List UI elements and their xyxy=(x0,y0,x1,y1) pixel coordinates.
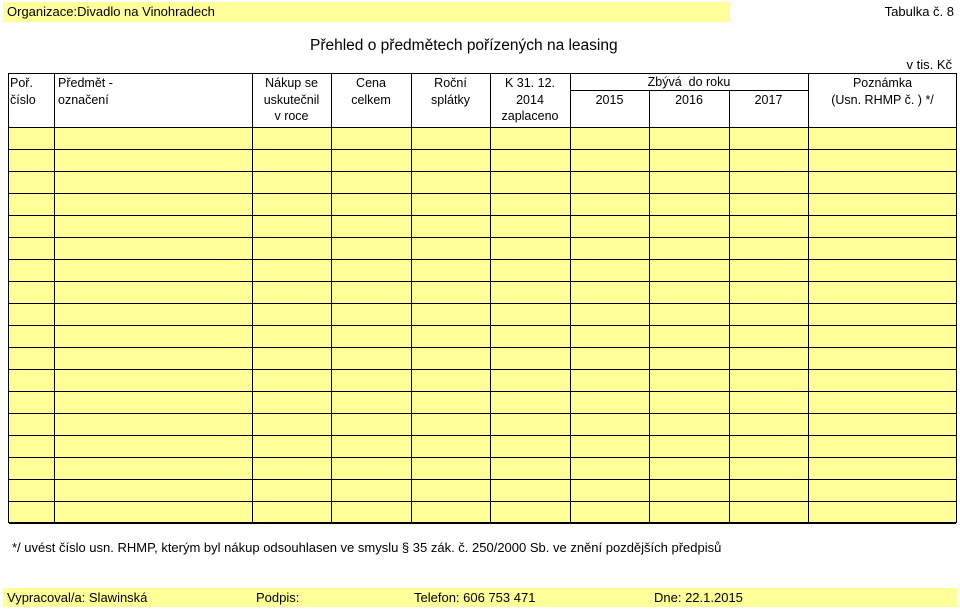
table-cell[interactable] xyxy=(55,480,253,501)
table-cell[interactable] xyxy=(650,414,730,435)
table-cell[interactable] xyxy=(9,458,55,479)
table-cell[interactable] xyxy=(571,194,650,215)
table-cell[interactable] xyxy=(809,436,956,457)
table-cell[interactable] xyxy=(491,150,571,171)
table-cell[interactable] xyxy=(571,436,650,457)
table-cell[interactable] xyxy=(9,370,55,391)
table-cell[interactable] xyxy=(253,282,332,303)
table-cell[interactable] xyxy=(491,238,571,259)
table-row xyxy=(9,480,956,502)
organization-name: Organizace:Divadlo na Vinohradech xyxy=(7,4,215,19)
table-number: Tabulka č. 8 xyxy=(884,4,954,19)
table-cell[interactable] xyxy=(730,150,809,171)
table-cell[interactable] xyxy=(55,326,253,347)
table-row xyxy=(9,304,956,326)
table-cell[interactable] xyxy=(571,502,650,523)
table-cell[interactable] xyxy=(650,436,730,457)
table-cell[interactable] xyxy=(650,392,730,413)
footnote: */ uvést číslo usn. RHMP, kterým byl nákup odsouhlasen ve smyslu § 35 zák. č. 250/2000 Sb. ve znění pozdějších předpisů xyxy=(12,540,722,555)
table-row xyxy=(9,238,956,260)
prepared-by: Vypracoval/a: Slawinská xyxy=(7,590,148,605)
table-cell[interactable] xyxy=(253,128,332,149)
col-zbyva: Zbývá do roku xyxy=(647,75,731,89)
table-cell[interactable] xyxy=(253,480,332,501)
table-cell[interactable] xyxy=(491,172,571,193)
table-cell[interactable] xyxy=(253,414,332,435)
table-cell[interactable] xyxy=(253,326,332,347)
table-cell[interactable] xyxy=(9,216,55,237)
table-cell[interactable] xyxy=(571,458,650,479)
table-cell[interactable] xyxy=(809,480,956,501)
table-cell[interactable] xyxy=(571,282,650,303)
table-cell[interactable] xyxy=(9,150,55,171)
table-cell[interactable] xyxy=(9,414,55,435)
table-cell[interactable] xyxy=(253,216,332,237)
table-cell[interactable] xyxy=(730,260,809,281)
table-cell[interactable] xyxy=(55,502,253,523)
table-cell[interactable] xyxy=(809,458,956,479)
phone-number: Telefon: 606 753 471 xyxy=(414,590,536,605)
table-row xyxy=(9,414,956,436)
table-cell[interactable] xyxy=(491,304,571,325)
col-zaplaceno-line1: K 31. 12. xyxy=(504,76,556,90)
table-cell[interactable] xyxy=(412,480,491,501)
table-cell[interactable] xyxy=(491,348,571,369)
table-cell[interactable] xyxy=(809,128,956,149)
col-zaplaceno-line3: zaplaceno xyxy=(501,109,559,123)
table-cell[interactable] xyxy=(491,458,571,479)
table-cell[interactable] xyxy=(332,172,412,193)
table-cell[interactable] xyxy=(809,216,956,237)
table-cell[interactable] xyxy=(253,150,332,171)
table-cell[interactable] xyxy=(809,238,956,259)
table-cell[interactable] xyxy=(55,392,253,413)
table-cell[interactable] xyxy=(332,128,412,149)
table-cell[interactable] xyxy=(650,370,730,391)
table-row xyxy=(9,326,956,348)
table-cell[interactable] xyxy=(809,260,956,281)
col-poznamka-line1: Poznámka xyxy=(852,76,913,90)
col-cena-line2: celkem xyxy=(351,93,391,107)
table-cell[interactable] xyxy=(730,392,809,413)
table-row xyxy=(9,172,956,194)
table-cell[interactable] xyxy=(730,436,809,457)
col-poznamka-line2: (Usn. RHMP č. ) */ xyxy=(831,93,934,107)
table-cell[interactable] xyxy=(55,150,253,171)
table-cell[interactable] xyxy=(412,238,491,259)
table-cell[interactable] xyxy=(571,326,650,347)
table-cell[interactable] xyxy=(55,260,253,281)
table-cell[interactable] xyxy=(253,370,332,391)
table-cell[interactable] xyxy=(650,326,730,347)
table-cell[interactable] xyxy=(809,348,956,369)
table-cell[interactable] xyxy=(491,480,571,501)
table-cell[interactable] xyxy=(55,172,253,193)
col-nakup-line3: v roce xyxy=(274,109,309,123)
table-cell[interactable] xyxy=(253,436,332,457)
col-cena-line1: Cena xyxy=(356,76,386,90)
table-cell[interactable] xyxy=(650,282,730,303)
col-year-2016: 2016 xyxy=(675,93,703,107)
col-nakup-line1: Nákup se xyxy=(265,76,318,90)
table-cell[interactable] xyxy=(332,216,412,237)
table-cell[interactable] xyxy=(491,260,571,281)
table-cell[interactable] xyxy=(253,304,332,325)
table-row xyxy=(9,260,956,282)
table-row xyxy=(9,370,956,392)
table-cell[interactable] xyxy=(412,216,491,237)
table-cell[interactable] xyxy=(9,172,55,193)
table-cell[interactable] xyxy=(809,282,956,303)
table-cell[interactable] xyxy=(650,458,730,479)
table-cell[interactable] xyxy=(9,326,55,347)
table-cell[interactable] xyxy=(9,238,55,259)
table-row xyxy=(9,216,956,238)
table-cell[interactable] xyxy=(491,128,571,149)
table-cell[interactable] xyxy=(650,128,730,149)
table-cell[interactable] xyxy=(650,480,730,501)
table-cell[interactable] xyxy=(809,370,956,391)
units-label: v tis. Kč xyxy=(906,57,952,72)
table-cell[interactable] xyxy=(491,194,571,215)
table-row xyxy=(9,392,956,414)
col-year-2017: 2017 xyxy=(754,93,783,107)
table-cell[interactable] xyxy=(491,216,571,237)
table-cell[interactable] xyxy=(571,392,650,413)
table-cell[interactable] xyxy=(412,436,491,457)
table-cell[interactable] xyxy=(253,260,332,281)
table-cell[interactable] xyxy=(253,458,332,479)
table-cell[interactable] xyxy=(332,282,412,303)
table-cell[interactable] xyxy=(491,414,571,435)
table-cell[interactable] xyxy=(253,348,332,369)
header-divider xyxy=(54,73,55,128)
table-cell[interactable] xyxy=(809,172,956,193)
table-cell[interactable] xyxy=(730,216,809,237)
signature-label: Podpis: xyxy=(256,590,300,605)
table-cell[interactable] xyxy=(730,502,809,523)
table-cell[interactable] xyxy=(571,150,650,171)
table-cell[interactable] xyxy=(571,216,650,237)
table-cell[interactable] xyxy=(332,370,412,391)
table-cell[interactable] xyxy=(809,414,956,435)
col-zaplaceno-line2: 2014 xyxy=(516,93,544,107)
table-cell[interactable] xyxy=(412,150,491,171)
table-cell[interactable] xyxy=(332,348,412,369)
table-cell[interactable] xyxy=(809,392,956,413)
table-cell[interactable] xyxy=(650,260,730,281)
table-cell[interactable] xyxy=(730,194,809,215)
table-cell[interactable] xyxy=(253,238,332,259)
table-cell[interactable] xyxy=(809,502,956,523)
table-cell[interactable] xyxy=(730,458,809,479)
table-cell[interactable] xyxy=(650,194,730,215)
table-cell[interactable] xyxy=(55,436,253,457)
table-cell[interactable] xyxy=(730,326,809,347)
table-cell[interactable] xyxy=(412,326,491,347)
table-cell[interactable] xyxy=(730,172,809,193)
table-cell[interactable] xyxy=(412,348,491,369)
table-row xyxy=(9,458,956,480)
date-label: Dne: 22.1.2015 xyxy=(654,590,743,605)
table-cell[interactable] xyxy=(253,194,332,215)
col-splatky-line2: splátky xyxy=(431,93,470,107)
table-cell[interactable] xyxy=(55,238,253,259)
table-cell[interactable] xyxy=(650,150,730,171)
table-cell[interactable] xyxy=(332,414,412,435)
col-predmet-line2: označení xyxy=(58,93,109,107)
table-row xyxy=(9,282,956,304)
table-cell[interactable] xyxy=(9,392,55,413)
col-splatky-line1: Roční xyxy=(434,76,467,90)
table-cell[interactable] xyxy=(491,282,571,303)
table-cell[interactable] xyxy=(650,502,730,523)
table-cell[interactable] xyxy=(55,458,253,479)
table-cell[interactable] xyxy=(491,502,571,523)
table-cell[interactable] xyxy=(412,128,491,149)
table-cell[interactable] xyxy=(491,436,571,457)
table-row xyxy=(9,502,956,524)
table-cell[interactable] xyxy=(332,260,412,281)
col-poradi-line1: Poř. xyxy=(10,76,33,90)
table-cell[interactable] xyxy=(412,282,491,303)
table-cell[interactable] xyxy=(55,348,253,369)
table-cell[interactable] xyxy=(571,238,650,259)
table-cell[interactable] xyxy=(809,326,956,347)
table-cell[interactable] xyxy=(730,304,809,325)
table-cell[interactable] xyxy=(571,370,650,391)
table-cell[interactable] xyxy=(650,304,730,325)
table-cell[interactable] xyxy=(650,216,730,237)
table-cell[interactable] xyxy=(730,238,809,259)
table-cell[interactable] xyxy=(412,260,491,281)
table-cell[interactable] xyxy=(809,194,956,215)
table-cell[interactable] xyxy=(571,304,650,325)
table-cell[interactable] xyxy=(571,480,650,501)
table-cell[interactable] xyxy=(412,502,491,523)
table-cell[interactable] xyxy=(332,392,412,413)
table-cell[interactable] xyxy=(332,458,412,479)
table-cell[interactable] xyxy=(571,348,650,369)
table-cell[interactable] xyxy=(571,260,650,281)
table-cell[interactable] xyxy=(55,304,253,325)
table-cell[interactable] xyxy=(55,282,253,303)
table-row xyxy=(9,128,956,150)
table-row xyxy=(9,348,956,370)
table-cell[interactable] xyxy=(9,436,55,457)
table-cell[interactable] xyxy=(491,392,571,413)
table-row xyxy=(9,436,956,458)
table-cell[interactable] xyxy=(332,436,412,457)
table-cell[interactable] xyxy=(332,194,412,215)
table-cell[interactable] xyxy=(809,304,956,325)
header-divider xyxy=(570,90,808,91)
table-cell[interactable] xyxy=(55,414,253,435)
table-row xyxy=(9,194,956,216)
data-table-body xyxy=(8,127,957,523)
table-cell[interactable] xyxy=(253,502,332,523)
table-cell[interactable] xyxy=(55,370,253,391)
col-year-2015: 2015 xyxy=(595,93,624,107)
table-cell[interactable] xyxy=(730,128,809,149)
table-cell[interactable] xyxy=(730,370,809,391)
table-cell[interactable] xyxy=(730,282,809,303)
table-cell[interactable] xyxy=(9,502,55,523)
table-cell[interactable] xyxy=(650,238,730,259)
footer-bar xyxy=(3,588,957,607)
table-cell[interactable] xyxy=(730,480,809,501)
table-cell[interactable] xyxy=(55,216,253,237)
table-cell[interactable] xyxy=(491,370,571,391)
table-cell[interactable] xyxy=(571,414,650,435)
table-cell[interactable] xyxy=(9,128,55,149)
table-cell[interactable] xyxy=(9,348,55,369)
table-cell[interactable] xyxy=(332,238,412,259)
table-cell[interactable] xyxy=(9,304,55,325)
table-cell[interactable] xyxy=(9,480,55,501)
table-cell[interactable] xyxy=(412,304,491,325)
table-cell[interactable] xyxy=(650,172,730,193)
col-nakup-line2: uskutečnil xyxy=(263,93,320,107)
table-cell[interactable] xyxy=(730,414,809,435)
table-cell[interactable] xyxy=(9,260,55,281)
table-cell[interactable] xyxy=(9,282,55,303)
page-title: Přehled o předmětech pořízených na leasing xyxy=(310,37,618,54)
table-cell[interactable] xyxy=(253,392,332,413)
table-cell[interactable] xyxy=(730,348,809,369)
table-cell[interactable] xyxy=(650,348,730,369)
table-cell[interactable] xyxy=(491,326,571,347)
col-predmet-line1: Předmět - xyxy=(58,76,113,90)
table-cell[interactable] xyxy=(55,128,253,149)
table-cell[interactable] xyxy=(55,194,253,215)
table-cell[interactable] xyxy=(412,392,491,413)
table-cell[interactable] xyxy=(571,128,650,149)
col-poradi-line2: číslo xyxy=(10,93,36,107)
table-cell[interactable] xyxy=(332,326,412,347)
table-cell[interactable] xyxy=(332,304,412,325)
table-cell[interactable] xyxy=(571,172,650,193)
table-cell[interactable] xyxy=(332,502,412,523)
table-cell[interactable] xyxy=(253,172,332,193)
table-row xyxy=(9,150,956,172)
table-cell[interactable] xyxy=(412,458,491,479)
table-cell[interactable] xyxy=(412,414,491,435)
table-cell[interactable] xyxy=(9,194,55,215)
table-cell[interactable] xyxy=(809,150,956,171)
table-cell[interactable] xyxy=(332,150,412,171)
table-cell[interactable] xyxy=(332,480,412,501)
table-cell[interactable] xyxy=(412,172,491,193)
table-cell[interactable] xyxy=(412,370,491,391)
table-cell[interactable] xyxy=(412,194,491,215)
